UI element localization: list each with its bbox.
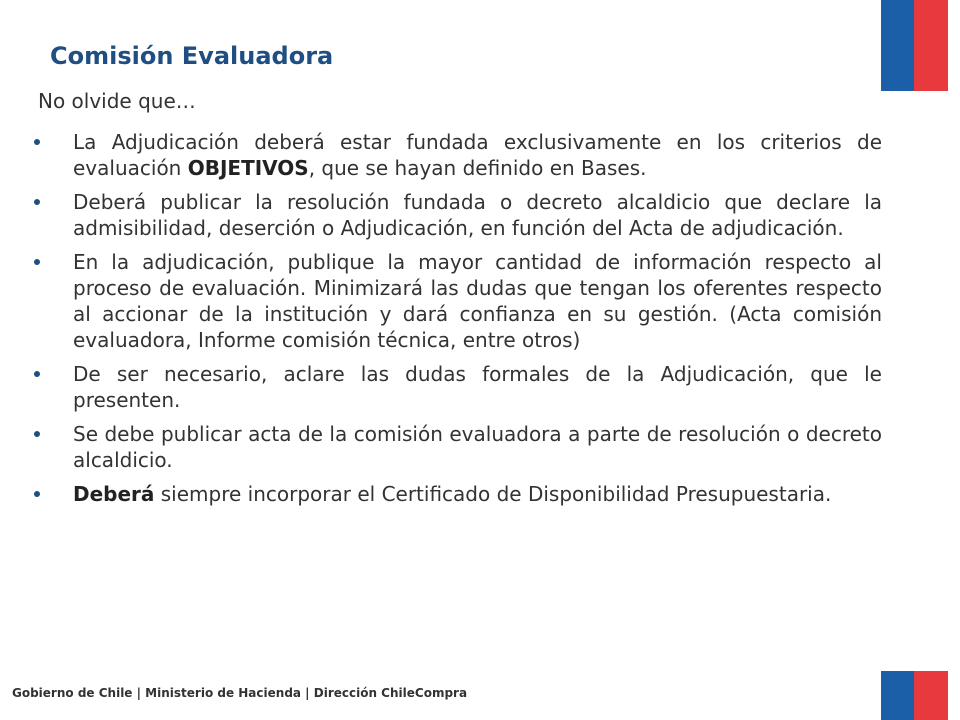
flag-red-stripe — [914, 0, 948, 91]
bullet-list — [34, 129, 882, 515]
bullet-item — [34, 481, 882, 507]
footer-text: Gobierno de Chile | Ministerio de Hacienda | Dirección ChileCompra — [12, 686, 468, 700]
bullet-dot-icon — [34, 491, 40, 497]
chile-flag-logo-bottom — [881, 671, 948, 720]
flag-blue-stripe — [881, 0, 914, 91]
bullet-dot-icon — [34, 371, 40, 377]
bullet-text: Deberá publicar la resolución fundada o decreto alcaldicio que declare la admisibilidad, deserción o Adjudicación, en función del Acta de adjudicación. — [73, 190, 882, 240]
flag-red-stripe — [914, 671, 948, 720]
bullet-text: La Adjudicación deberá estar fundada exclusivamente en los criterios de evaluación OBJETIVOS, que se hayan definido en Bases. — [73, 130, 882, 180]
slide-title: Comisión Evaluadora — [50, 42, 334, 70]
intro-text: No olvide que… — [38, 89, 196, 113]
bullet-text: Se debe publicar acta de la comisión evaluadora a parte de resolución o decreto alcaldicio. — [73, 422, 882, 472]
bullet-text: De ser necesario, aclare las dudas formales de la Adjudicación, que le presenten. — [73, 362, 882, 412]
bullet-dot-icon — [34, 139, 40, 145]
bullet-item — [34, 189, 882, 241]
bullet-dot-icon — [34, 259, 40, 265]
bullet-dot-icon — [34, 199, 40, 205]
bullet-item — [34, 129, 882, 181]
bullet-dot-icon — [34, 431, 40, 437]
chile-flag-logo-top — [881, 0, 948, 91]
flag-blue-stripe — [881, 671, 914, 720]
bullet-item — [34, 361, 882, 413]
bullet-text: En la adjudicación, publique la mayor cantidad de información respecto al proceso de evaluación. Minimizará las dudas que tengan los oferentes respecto al accionar de la institución y dará confianza en su gestión. (Acta comisión evaluadora, Informe comisión técnica, entre otros) — [73, 250, 882, 352]
bullet-item — [34, 249, 882, 353]
bullet-item — [34, 421, 882, 473]
bullet-text: Deberá siempre incorporar el Certificado de Disponibilidad Presupuestaria. — [73, 482, 832, 506]
